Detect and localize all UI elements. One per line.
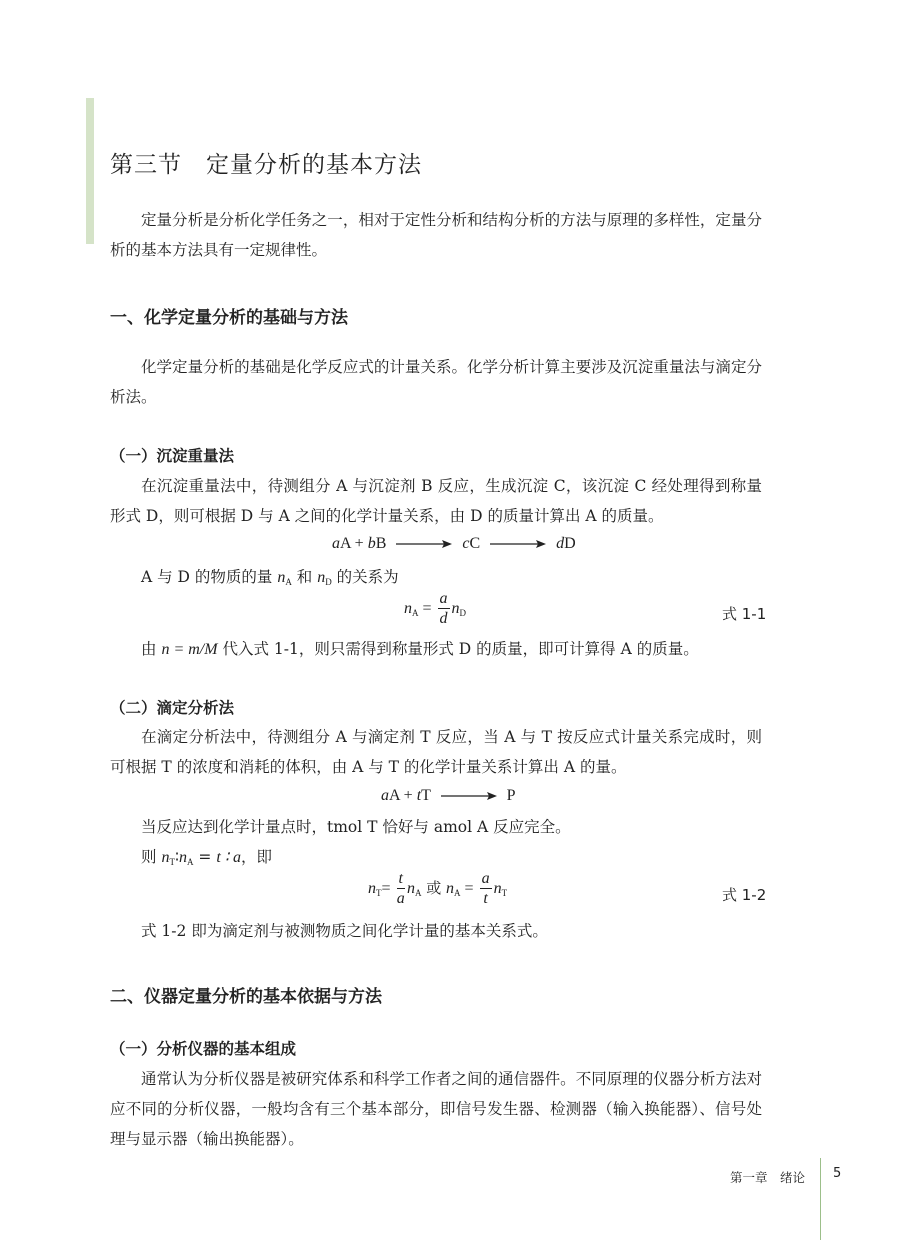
titrimetric-conclusion-text: 式 1-2 即为滴定剂与被测物质之间化学计量的基本关系式。	[141, 922, 548, 940]
ratio-text: 则 $n_T∶n_A = t$ ∶ a，即	[141, 848, 272, 867]
equation-1-1: $n_A$ = $\frac{a}{d}$ $n_D$	[404, 590, 467, 627]
gravimetric-relation-text: A 与 D 的物质的量 $n_A$ 和 $n_D$ 的关系为	[141, 568, 399, 587]
equivalence-point-text: 当反应达到化学计量点时，tmol T 恰好与 amol A 反应完全。	[141, 818, 571, 836]
footer-chapter: 第一章 绪论	[730, 1170, 806, 1185]
reaction-arrow-icon	[396, 543, 452, 545]
gravimetric-paragraph: 在沉淀重量法中，待测组分 A 与沉淀剂 B 反应，生成沉淀 C，该沉淀 C 经处理得到称量形式 D，则可根据 D 与 A 之间的化学计量关系，由 D 的质量计算出 A 的质量。	[110, 477, 762, 525]
titrimetric-reaction-equation: aA + tT P	[381, 787, 516, 804]
section-accent-bar	[86, 98, 94, 244]
gravimetric-conclusion-text: 由 n = m/M 代入式 1-1，则只需得到称量形式 D 的质量，即可计算得 A 的质量。	[141, 640, 699, 658]
footer-divider	[820, 1158, 821, 1240]
equation-label-1-2: 式 1-2	[722, 886, 767, 904]
gravimetric-reaction-equation: aA + bB cC dD	[332, 535, 576, 552]
heading-titrimetric: （二）滴定分析法	[110, 699, 235, 717]
titrimetric-paragraph: 在滴定分析法中，待测组分 A 与滴定剂 T 反应，当 A 与 T 按反应式计量关系完成时，则可根据 T 的浓度和消耗的体积，由 A 与 T 的化学计量关系计算出 A 的量。	[110, 728, 762, 776]
page-number: 5	[833, 1166, 842, 1181]
heading-chemical-quantitative: 一、化学定量分析的基础与方法	[110, 308, 348, 328]
instrument-paragraph: 通常认为分析仪器是被研究体系和科学工作者之间的通信器件。不同原理的仪器分析方法对应不同的分析仪器，一般均含有三个基本部分，即信号发生器、检测器（输入换能器）、信号处理与显示器（输出换能器）。	[110, 1070, 762, 1148]
reaction-arrow-icon	[441, 795, 497, 797]
heading-instrument-composition: （一）分析仪器的基本组成	[110, 1040, 297, 1058]
equation-label-1-1: 式 1-1	[722, 605, 767, 623]
basis-paragraph: 化学定量分析的基础是化学反应式的计量关系。化学分析计算主要涉及沉淀重量法与滴定分析法。	[110, 358, 762, 406]
equation-1-2: $n_T=$ $\frac{t}{a}$ $n_A$ 或 $n_A$ = $\frac{a}{t}$ $n_T$	[368, 870, 508, 907]
reaction-arrow-icon	[490, 543, 546, 545]
intro-paragraph: 定量分析是分析化学任务之一，相对于定性分析和结构分析的方法与原理的多样性，定量分析的基本方法具有一定规律性。	[110, 211, 762, 259]
heading-gravimetric: （一）沉淀重量法	[110, 447, 235, 465]
heading-instrumental-quantitative: 二、仪器定量分析的基本依据与方法	[110, 987, 382, 1007]
section-title: 第三节 定量分析的基本方法	[110, 152, 422, 178]
